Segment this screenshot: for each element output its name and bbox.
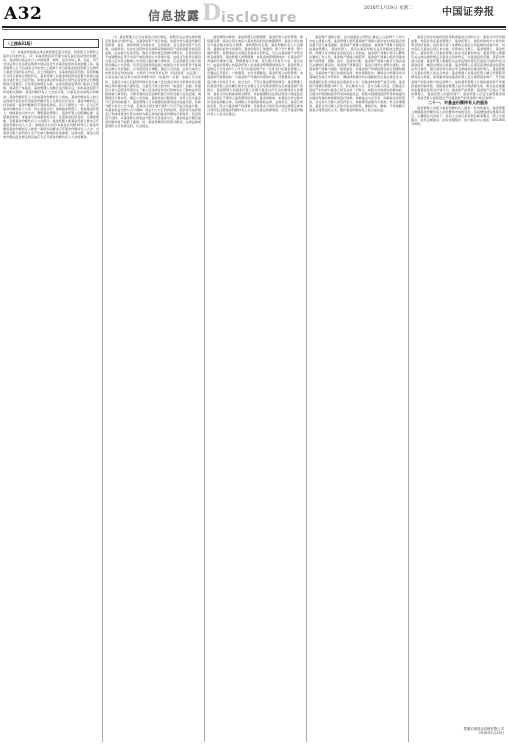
signature-block: [440, 727, 504, 735]
section-en-title: isclosure: [221, 10, 297, 26]
page-number: A32: [4, 4, 43, 24]
issue-date: 2016年1月19日 星期二: [364, 6, 413, 11]
signature-company: 景顺长城基金管理有限公司: [463, 727, 504, 731]
section-title: 信息披露: [148, 9, 201, 23]
column-divider: [408, 38, 409, 742]
masthead: [0, 0, 508, 32]
column-text: （1）本基金将按照法律法规的规定进行投资，投资组合比例符合基金合同的约定。（2）本基金的投资范围为具有良好流动性的金融工具，包括国内依法发行上市的股票、债券、货币市场工具、权证、资产支持证券以及法律法规或中国证监会允许基金投资的其他金融工具。基金管理人应当自基金合同生效之日起6个月内使基金的投资组合比例符合基金合同的有关约定。在上述期间内，本基金的投资范围、投资策略应当符合基金合同的约定。基金托管人对基金的投资的监督与检查自基金合同生效之日起开始。如果法律法规对基金合同约定投资组合比例限制进行变更的，以变更后的规定为准。法律法规或监管部门取消上述限制，如适用于本基金，基金管理人在履行适当程序后，则本基金投资不再受相关限制。基金份额持有人大会的召集、议事及表决的程序和规则：基金份额持有人大会由基金份额持有人组成，基金份额持有人的合法授权代表有权代表基金份额持有人出席会议并表决。基金份额持有人持有的每一基金份额拥有平等的投票权。有以下情形之一的，应当召开基金份额持有人大会：终止基金合同；更换基金管理人；更换基金托管人；转换基金运作方式；调整基金管理人、基金托管人的报酬标准；变更基金类别；本基金与其他基金的合并；变更基金投资目标、范围或策略；变更基金份额持有人大会程序；基金管理人或基金托管人要求召开基金份额持有人大会；单独或合计持有本基金总份额10%以上基金份额的基金份额持有人就同一事项书面要求召开基金份额持有人大会；对基金当事人权利和义务产生重大影响的其他事项；法律法规、基金合同或中国证监会规定的其他应当召开基金份额持有人大会的事项。: [3, 50, 99, 139]
column-3: [207, 35, 303, 743]
column-5: [411, 35, 505, 743]
continued-from-label: （上接A31版）: [3, 39, 99, 48]
column-divider: [102, 38, 103, 742]
column-text: 基金费用的种类：基金管理人的管理费；基金托管人的托管费；销售服务费；基金合同生效后与基金相关的信息披露费用；基金合同生效后与基金相关的会计师费、律师费和诉讼费；基金份额持有人大会费用；基金的证券交易费用；基金的银行汇划费用；账户开户费用、账户维护费用；按照国家有关规定和基金合同约定，可以在基金财产中列支的其他费用。基金管理人的管理费：本基金的管理费按前一日基金资产净值的年费率计提，管理费每日计算，逐日累计至每月月末，按月支付，由基金管理人向基金托管人发送基金管理费划款指令，基金托管人复核后于次月前5个工作日内从基金财产中一次性支付给基金管理人。若遇法定节假日、公休假等，支付日期顺延。基金托管人的托管费：本基金的托管费按前一日基金资产净值的年费率计提，托管费每日计算，逐日累计至每月月末，按月支付。不列入基金费用的项目：基金管理人和基金托管人因未履行或未完全履行义务导致的费用支出或基金财产的损失；基金管理人和基金托管人处理与基金运作无关的事项发生的费用；基金合同生效前的相关费用；其他根据相关法律法规及中国证监会的有关规定不得列入基金费用的项目。基金的税收：本基金运作过程中涉及的各纳税主体，其纳税义务按国家税收法律、法规执行。基金合同的变更、终止与基金财产的清算：变更基金合同涉及法律法规规定或本合同约定应经基金份额持有人大会决议通过的事项的，应召开基金份额持有人大会决议通过。: [207, 35, 303, 116]
section-heading: 二十一、对基金份额持有人的服务: [428, 99, 488, 105]
column-divider: [306, 38, 307, 742]
column-divider: [204, 38, 205, 742]
column-4: [309, 35, 405, 743]
column-text: 基金管理人承诺为基金份额持有人提供一系列的服务。基金管理人根据基金份额持有人的需要和市场的变化，有权增加或变更服务项目。主要服务内容如下：持有人交易记录查询及邮寄服务；网上交易服务；信息定制服务；投诉受理服务；客户服务中心电话：400-800-0000。: [411, 105, 505, 126]
section-en-initial: D: [202, 0, 222, 26]
column-2: [105, 35, 201, 743]
masthead-rule-thin: [2, 29, 506, 30]
newspaper-name: 中国证券报: [442, 7, 495, 18]
column-text: 基金财产清算小组：自出现基金合同终止事由之日起30个工作日内成立清算小组，基金管理人组织基金财产清算小组并在中国证监会的监督下进行基金清算。基金财产清算小组组成：基金财产清算小组成员由基金管理人、基金托管人、具有从事证券相关业务资格的注册会计师、律师以及中国证监会指定的人员组成。基金财产清算小组可以聘用必要的工作人员。基金财产清算小组职责：基金财产清算小组负责基金财产的保管、清理、估价、变现和分配。基金财产清算小组可以依法进行必要的民事活动。基金财产清算程序：基金合同终止情形出现时，由基金财产清算小组统一接管基金；对基金财产和债权债务进行清理和确认；对基金财产进行估值和变现；制作清算报告；聘请会计师事务所对清算报告进行外部审计，聘请律师事务所对清算报告出具法律意见书；将清算报告报中国证监会备案并公告；对基金剩余财产进行分配。基金财产清算的期限为6个月。争议解决方式：各方当事人同意，因基金合同而产生的或与基金合同有关的一切争议，如经友好协商未能解决的，应提交中国国际经济贸易仲裁委员会，按照中国国际经济贸易仲裁委员会届时有效的仲裁规则进行仲裁。仲裁地点为北京市，仲裁裁决是终局的，并对各方当事人具有约束力，仲裁费用由败诉方承担。争议处理期间，基金合同当事人应恪守各自的职责，继续忠实、勤勉、尽责地履行基金合同规定的义务，维护基金份额持有人的合法权益。: [309, 35, 405, 112]
column-1: [3, 35, 99, 743]
column-text: （1）基金管理人应当在基金合同生效后，按照有关法律法规的规定和基金合同的约定，对基金的资产进行估值。估值对象为基金所拥有的股票、权证、债券和银行存款本息、应收款项、其它投资等资产及负债。估值原则：对存在活跃市场且能够获取相同资产或负债报价的投资品种，在估值日有报价的，除会计准则规定的例外情况外，应将该报价不加调整地应用于该资产或负债的公允价值计量。估值日无报价且最近交易日后未发生影响公允价值计量的重大事件的，应采用最近交易日的报价确定公允价值。有充足证据表明估值日或最近交易日的报价不能真实反映公允价值的，应对报价进行调整，确定公允价值。证券交易所上市的有价证券的估值：交易所上市的有价证券（包括股票、权证等），以其估值日在证券交易所挂牌的市价（收盘价）估值；估值日无交易的，且最近交易日后经济环境未发生重大变化或证券发行机构未发生影响证券价格的重大事件的，以最近交易日的市价（收盘价）估值；如最近交易日后经济环境发生了重大变化或证券发行机构发生了影响证券价格的重大事件的，可参考类似投资品种的现行市价及重大变化因素，调整最近交易市价，确定公允价格。基金收益分配原则：在符合有关基金分红条件的前提下，基金管理人可以根据实际情况进行收益分配，具体分配方案以公告为准，若基金合同生效不满3个月可不进行收益分配；本基金收益分配方式分两种：现金分红与红利再投资，投资者可选择现金红利或将现金红利自动转为相应类别的基金份额进行再投资；若投资者不选择，本基金默认的收益分配方式是现金分红；基金收益分配后基金份额净值不能低于面值；每一基金份额享有同等分配权；法律法规或监管机关另有规定的，从其规定。: [105, 35, 201, 129]
signature-date: 2016年1月19日: [478, 731, 504, 736]
masthead-rule: [2, 26, 506, 28]
column-text: 基金合同存放地和投资者取得基金合同的方式：基金合同可印制成册，供投资者在基金管理人、基金托管人、销售机构的办公场所和营业场所查阅，投资者可按工本费购买基金合同复制件或复印件，但内容应以基金合同正本为准。托管协议当事人：基金管理人，基金托管人。基金托管人对基金管理人的业务监督和核查：基金托管人根据有关法律法规的规定及基金合同的约定，对基金投资范围、投资对象进行监督。基金托管人根据有关法律法规的规定及基金合同的约定对基金投资、融资比例进行监督。基金管理人应将其获得的基金投资的证券交易所、银行间市场交易对手名单提供给基金托管人。基金管理人对基金托管人的业务核查：基金管理人对基金托管人履行托管职责情况进行核查，核查事项包括基金托管人安全保管基金财产、开设基金财产的资金账户和证券账户、复核基金管理人计算的基金资产净值和基金份额净值、根据基金管理人指令办理清算交收、相关信息披露和监督基金投资运作等行为。基金财产的保管：基金财产应独立于基金管理人、基金托管人的固有财产。基金托管人应安全保管基金财产。基金托管人按照规定开设基金财产的资金账户和证券账户。: [411, 35, 505, 100]
